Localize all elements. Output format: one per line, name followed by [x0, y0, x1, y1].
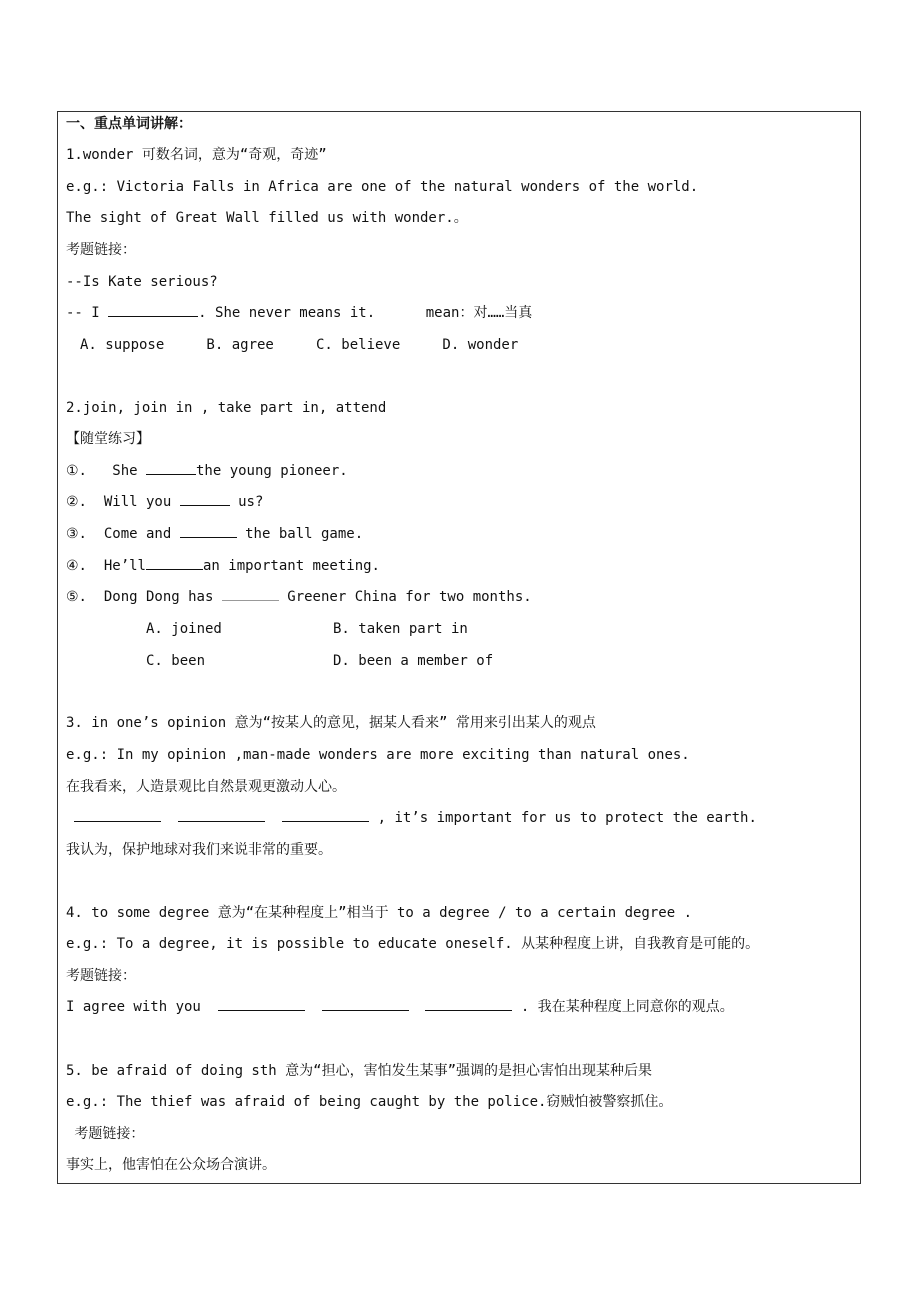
q2-prefix: -- I — [66, 305, 109, 321]
answer-blank[interactable] — [180, 493, 230, 506]
exercise-1-suffix: the young pioneer. — [195, 463, 348, 479]
exercise-4-suffix: an important meeting. — [202, 558, 380, 574]
answer-blank[interactable] — [74, 809, 161, 822]
exercise-5-prefix: ⑤. Dong Dong has — [66, 589, 222, 605]
exercise-3 — [66, 524, 363, 544]
item4-question — [66, 997, 734, 1017]
item1-example-2: The sight of Great Wall filled us with wonder.。 — [66, 210, 468, 226]
item1-question-line-1: --Is Kate serious? — [66, 274, 218, 290]
item5-heading: 5. be afraid of doing sth 意为“担心，害怕发生某事”强调的是担心害怕出现某种后果 — [66, 1063, 653, 1079]
answer-blank[interactable] — [108, 304, 198, 317]
option-c: C. been — [146, 653, 206, 669]
option-d: D. been a member of — [333, 653, 494, 669]
item5-question: 事实上，他害怕在公众场合演讲。 — [66, 1157, 276, 1173]
option-b: B. taken part in — [333, 621, 468, 637]
item3-example-translation: 在我看来，人造景观比自然景观更激动人心。 — [66, 779, 346, 795]
exercise-5-suffix: Greener China for two months. — [278, 589, 532, 605]
item1-question-line-2 — [66, 303, 532, 323]
answer-blank[interactable] — [180, 525, 237, 538]
answer-blank[interactable] — [322, 998, 409, 1011]
practice-label: 【随堂练习】 — [66, 431, 150, 447]
answer-blank[interactable] — [425, 998, 512, 1011]
item3-example: e.g.: In my opinion ,man-made wonders are more exciting than natural ones. — [66, 747, 690, 763]
exercise-4-prefix: ④. He’ll — [66, 558, 146, 574]
answer-blank[interactable] — [178, 809, 265, 822]
item5-exam-link-label: 考题链接： — [66, 1126, 145, 1142]
item4-example: e.g.: To a degree, it is possible to educate oneself. 从某种程度上讲，自我教育是可能的。 — [66, 936, 760, 952]
exercise-2-prefix: ②. Will you — [66, 494, 180, 510]
option-a: A. joined — [146, 621, 222, 637]
item4-question-prefix: I agree with you — [66, 999, 218, 1015]
item1-options: A. suppose B. agree C. believe D. wonder — [80, 337, 519, 353]
answer-blank[interactable] — [218, 998, 305, 1011]
exercise-3-suffix: the ball game. — [236, 526, 364, 542]
item4-exam-link-label: 考题链接： — [66, 968, 136, 984]
item3-heading: 3. in one’s opinion 意为“按某人的意见，据某人看来” 常用来引出某人的观点 — [66, 715, 596, 731]
answer-blank[interactable] — [282, 809, 369, 822]
exercise-1 — [66, 461, 348, 481]
item1-exam-link-label: 考题链接： — [66, 242, 136, 258]
exercise-3-prefix: ③. Come and — [66, 526, 180, 542]
item1-example-1: e.g.: Victoria Falls in Africa are one of the natural wonders of the world. — [66, 179, 699, 195]
q2-suffix: . She never means it. mean：对……当真 — [198, 305, 533, 321]
section-title: 一、重点单词讲解： — [66, 116, 192, 132]
exercise-4 — [66, 556, 380, 576]
exercise-1-prefix: ①. She — [66, 463, 146, 479]
exercise-2-suffix: us? — [229, 494, 264, 510]
item4-question-suffix: . 我在某种程度上同意你的观点。 — [512, 999, 734, 1015]
item3-fill-line — [66, 808, 757, 828]
item2-heading: 2.join, join in , take part in, attend — [66, 400, 387, 416]
answer-blank[interactable] — [146, 557, 203, 570]
item5-example: e.g.: The thief was afraid of being caught by the police.窃贼怕被警察抓住。 — [66, 1094, 673, 1110]
item1-heading: 1.wonder 可数名词，意为“奇观，奇迹” — [66, 147, 327, 163]
item4-heading: 4. to some degree 意为“在某种程度上”相当于 to a degree / to a certain degree . — [66, 905, 693, 921]
exercise-5 — [66, 587, 532, 607]
item3-fill-suffix: , it’s important for us to protect the earth. — [369, 810, 757, 826]
answer-blank[interactable] — [146, 462, 196, 475]
answer-blank[interactable] — [222, 588, 279, 601]
item3-fill-translation: 我认为，保护地球对我们来说非常的重要。 — [66, 842, 332, 858]
exercise-2 — [66, 492, 263, 512]
